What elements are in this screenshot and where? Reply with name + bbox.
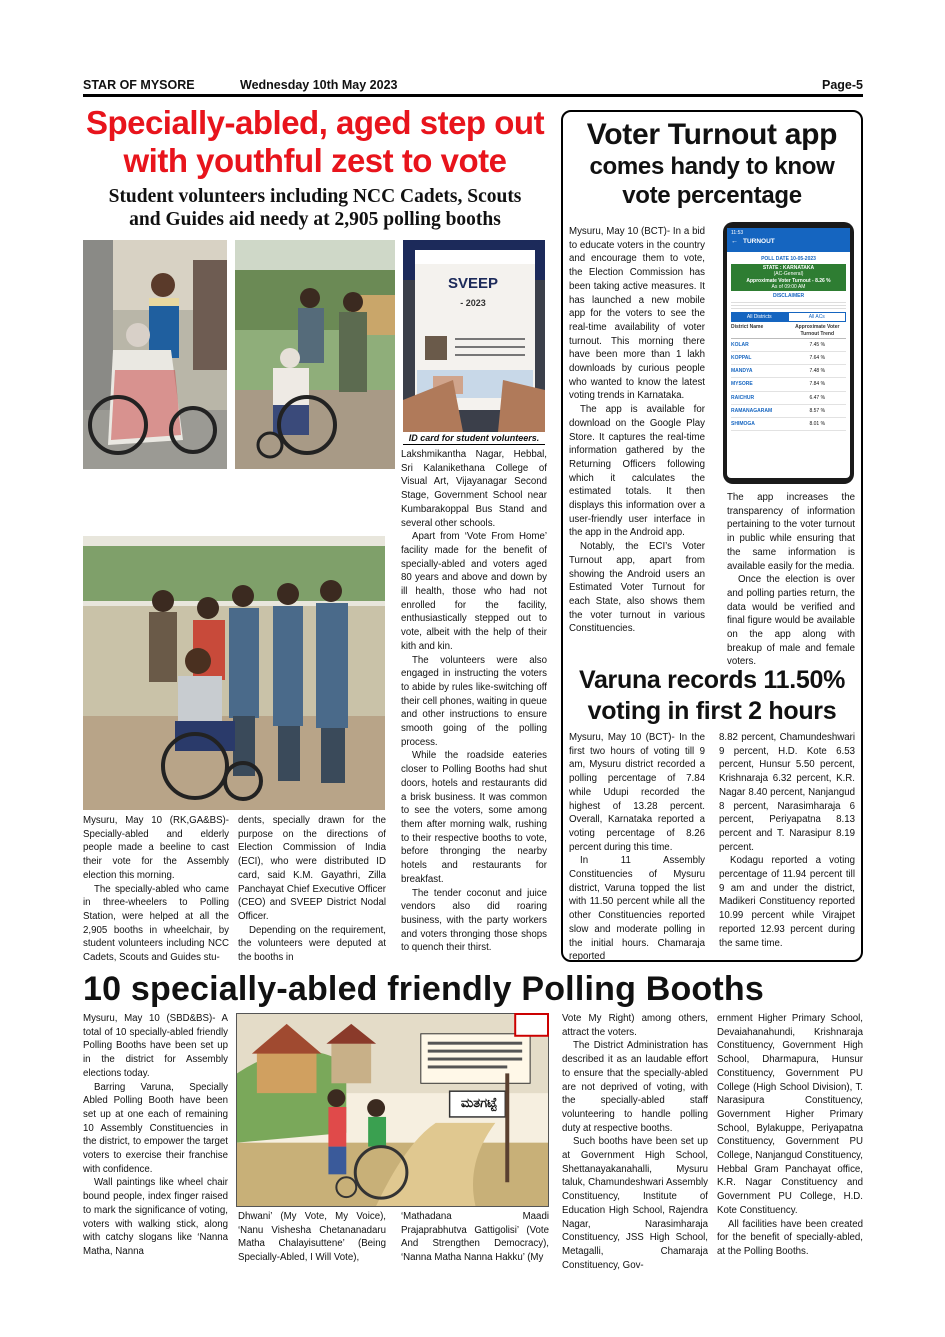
state-name: STATE : KARNATAKA [762, 265, 815, 272]
story3-paragraph: In 11 Assembly Constituencies of Mysuru district, Varuna topped the list with 11.50 percent while all the other Constituencies reported slow and moderate polling in the initial hours. Chamaraja reported [569, 855, 705, 963]
story1-column-1 [83, 814, 229, 964]
story4-paragraph: The District Administration has described it as an laudable effort to ensure that the specially-abled are not deprived of voting, with the specially-abled staff volunteering to handle polling duty at respective booths. [562, 1040, 708, 1134]
id-card-caption: ID card for student volunteers. [403, 433, 545, 445]
story1-headline-line2: with youthful zest to vote [123, 142, 507, 179]
story4-paragraph: All facilities have been created for the benefit of specially-abled, at the Polling Booths. [717, 1218, 863, 1257]
story1-paragraph: Lakshmikantha Nagar, Hebbal, Sri Kalanikethana College of Visual Art, Vijayanagar Second Stage, Government School near Kumbarakoppal Bus Stand and several other schools. [401, 449, 547, 529]
district-turnout: 7.64 % [809, 355, 826, 362]
poster-sign-text: ಮತಗಟ್ಟೆ [460, 1095, 498, 1110]
back-arrow-icon[interactable]: ← [731, 238, 738, 245]
column-turnout: Approximate Voter Turnout Trend [795, 324, 840, 337]
story1-paragraph: The volunteers were also engaged in instructing the voters to abide by rules like-switching off their cell phones, waiting in queue and other instructions to ensure smooth going of the polling process. [401, 654, 547, 748]
story3-paragraph: Mysuru, May 10 (BCT)- In the first two hours of voting till 9 am, Mysuru district recorded a polling percentage of 7.84 while Udupi recorded the highest of 13.28 percent. Overall, Karnataka reported a voting percentage of 8.26 percent during this time. [569, 732, 705, 853]
phone-table-row[interactable] [731, 418, 846, 431]
district-name: RAICHUR [731, 394, 755, 401]
phone-table-row[interactable] [731, 352, 846, 365]
phone-table-body [731, 339, 846, 431]
story1-subhead-line2: and Guides aid needy at 2,905 polling booths [129, 209, 501, 230]
story4-paragraph: Vote My Right) among others, attract the voters. [562, 1013, 708, 1038]
story2-paragraph: Mysuru, May 10 (BCT)- In a bid to educate voters in the country and encourage them to vote, the Election Commission has been taking active measures. It has launched a new mobile app for the voters to see the real-time availability of voter turnout. This morning there have been more than 1 lakh downloads by curious people who wanted to know the latest voting trends in Karnataka. [569, 226, 705, 402]
photo-id-card [403, 240, 545, 432]
story4-paragraph: Such booths have been set up at Government High School, Shettanayakanahalli, Mysuru taluk, Chamundeshwari Assembly Constituency, Institute of Education High School, Rajendra Nagar, Narasimharaja Constituency, JSS High School, Metagalli, Chamaraja Constituency, Gov- [562, 1136, 708, 1271]
story4-paragraph: ernment Higher Primary School, Devaiahanahundi, Krishnaraja Constituency, Government High School, Dharmapura, Hunsur Constituency, Government PU College (High School Division), T. Narasipura Constituency, Government Higher Primary School, Bylakuppe, Periyapatna Constituency, Government PU College, Nanjangud Constituency, Hebbal Gram Panchayat office, K.R. Nagar Constituency and Government PU College, H.D. Kote Constituency. [717, 1013, 863, 1216]
story4-headline: 10 specially-abled friendly Polling Booths [83, 970, 764, 1008]
story2-headline-line1: Voter Turnout app [586, 118, 838, 151]
story1-paragraph: The tender coconut and juice vendors also did roaring business, with the party workers and voters thronging those shops to quench their thirst. [401, 887, 547, 954]
district-name: KOLAR [731, 341, 749, 348]
story4-paragraph: Dhwani’ (My Vote, My Voice), ‘Nanu Vishesha Chetananadaru Matha Chalayisuttene’ (Being Specially-Abled, I Will Vote), [238, 1211, 386, 1264]
masthead-date: Wednesday 10th May 2023 [240, 78, 398, 92]
story1-subhead-line1: Student volunteers including NCC Cadets, Scouts [108, 186, 522, 207]
masthead-name: STAR OF MYSORE [83, 78, 195, 92]
story4-paragraph: Barring Varuna, Specially Abled Polling Booth have been set up at one each of remaining 10 Assembly Constituencies in the district, to empower the target voters to exercise their franchise with confidence. [83, 1081, 228, 1175]
page-number: Page-5 [822, 78, 863, 92]
phone-table-row[interactable] [731, 378, 846, 391]
story4-paragraph: ‘Mathadana Maadi Prajaprabhutva Gattigolisi’ (Vote And Strengthen Democracy), ‘Nanna Matha Nanna Hakku’ (My [401, 1211, 549, 1264]
story1-paragraph: While the roadside eateries closer to Polling Booths had shut doors, hotels and restaurants did a brisk business. It was common to see the voters, some among them after morning walk, rushing to their respective booths to vote, before thronging the nearby hotels and restaurants for breakfast. [401, 750, 547, 885]
story3-paragraph: 8.82 percent, Chamundeshwari 9 percent, H.D. Kote 6.53 percent, Hunsur 5.50 percent, Krishnaraja 6.32 percent, K.R. Nagar 8.40 percent, Nanjangud 8 percent, Narasimharaja 6 percent, Periyapatna 8.13 percent and T. Narasipur 8.19 percent. [719, 732, 855, 853]
district-turnout: 7.45 % [809, 341, 826, 348]
phone-table-row[interactable] [731, 392, 846, 405]
phone-table-header [731, 324, 846, 338]
district-turnout: 8.57 % [809, 407, 826, 414]
phone-tabs [731, 312, 846, 322]
app-title: TURNOUT [743, 238, 775, 246]
poster-wall-painting [236, 1013, 549, 1207]
id-card-year: - 2023 [460, 298, 486, 308]
story4-paragraph: Mysuru, May 10 (SBD&BS)- A total of 10 specially-abled friendly Polling Booths have been set up in the district for Assembly elections today. [83, 1013, 228, 1079]
poll-date: POLL DATE 10-05-2023 [761, 256, 816, 262]
district-name: SHIMOGA [731, 421, 755, 428]
photo-elderly-man-wheelchair [235, 240, 395, 469]
story2-paragraph: The app increases the transparency of information pertaining to the voter turnout in public while ensuring that the same information is available easily for the media. [727, 492, 855, 572]
phone-time: 11:53 [731, 230, 744, 236]
state-panel [731, 264, 846, 291]
as-of-time: As of 09:00 AM [771, 283, 806, 290]
disclaimer-text-block [731, 300, 846, 310]
story4-paragraph: Wall paintings like wheel chair bound people, index finger raised to mark the significance of voting, voters with walking stick, along with catchy slogans like ‘Nanna Matha, Nanna [83, 1177, 228, 1257]
disclaimer[interactable]: DISCLAIMER [772, 293, 805, 300]
photo-elderly-woman-wheelchair [83, 240, 227, 469]
story2-headline-line2: comes handy to know [589, 153, 835, 180]
masthead [83, 77, 863, 97]
story1-headline [80, 104, 550, 180]
story4-column-4 [562, 1012, 708, 1271]
story4-column-5 [717, 1012, 863, 1264]
story2-headline [563, 118, 861, 210]
district-name: MANDYA [731, 368, 753, 375]
state-turnout: Approximate Voter Turnout - 8.26 % [746, 277, 831, 284]
phone-table-row[interactable] [731, 339, 846, 352]
story2-column-2 [727, 491, 855, 668]
district-name: MYSORE [731, 381, 753, 388]
phone-table-row[interactable] [731, 365, 846, 378]
story3-headline-line2: voting in first 2 hours [587, 697, 837, 725]
story3-column-1 [569, 731, 705, 963]
phone-table-row[interactable] [731, 405, 846, 418]
story3-headline [563, 665, 861, 727]
tab-all-acs[interactable]: All ACs [788, 312, 847, 322]
phone-screen [727, 228, 850, 478]
photo-group-wheelchair [83, 536, 385, 810]
district-turnout: 8.01 % [809, 421, 826, 428]
id-card-program: SVEEP [447, 275, 499, 292]
story3-headline-line1: Varuna records 11.50% [578, 666, 846, 694]
story1-paragraph: Mysuru, May 10 (RK,GA&BS)- Specially-abled and elderly people made a beeline to cast their vote for the Assembly election this morning. [83, 815, 229, 881]
story2-paragraph: The app is available for download on the Google Play Store. It captures the real-time information gathered by the Returning Officers following which it calculates the estimated totals. It then displays this information over a user-friendly user interface in the app in the Android app. [569, 404, 705, 539]
phone-screenshot [723, 222, 854, 484]
story2-paragraph: Notably, the ECI’s Voter Turnout app, apart from showing the Android users an Estimated Voter Turnout for each State, also shows them the voter turnout in various Constituencies. [569, 541, 705, 635]
story3-column-2 [719, 731, 855, 957]
story2-paragraph: Once the election is over and polling parties return, the data would be verified and final figure would be available on the app along with breakup of male and female voters. [727, 574, 855, 668]
story4-column-2 [238, 1210, 386, 1266]
story4-column-1 [83, 1012, 228, 1264]
district-turnout: 7.84 % [809, 381, 826, 388]
column-district: District Name [731, 324, 764, 331]
district-turnout: 6.47 % [809, 394, 826, 401]
story1-subhead [80, 185, 550, 231]
story2-column-1 [569, 225, 705, 662]
district-name: KOPPAL [731, 355, 752, 362]
app-top-bar [727, 228, 850, 252]
story4-column-3 [401, 1210, 549, 1266]
story1-paragraph: Apart from ‘Vote From Home’ facility made for the benefit of specially-abled and voters aged 80 years and above and down by ill health, those who had not enrolled for the facility, enthusiastically stepped out to vote, albeit with the help of their kith and kin. [401, 531, 547, 652]
story1-paragraph: The specially-abled who came in three-wheelers to Polling Station, were helped at all the 2,905 booths in wheelchair, by student volunteers including NCC Cadets, Scouts and Guides stu- [83, 883, 229, 964]
state-note: (AC-General) [773, 271, 804, 278]
story1-paragraph: Depending on the requirement, the volunteers were deputed at the booths in [238, 924, 386, 964]
district-name: RAMANAGARAM [731, 407, 773, 414]
story3-paragraph: Kodagu reported a voting percentage of 11.94 percent till 9 am and under the district, Madikeri Constituency reported 10.99 percent while Virajpet reported 12.93 percent during the same time. [719, 855, 855, 949]
story1-column-3 [401, 448, 547, 970]
story1-paragraph: dents, specially drawn for the purpose on the directions of Election Commission of India (ECI), who were distributed ID card, said K.M. Gayathri, Zilla Panchayat Chief Executive Officer (CEO) and SVEEP District Nodal Officer. [238, 815, 386, 922]
story1-headline-line1: Specially-abled, aged step out [85, 104, 545, 141]
story2-headline-line3: vote percentage [622, 182, 802, 209]
district-turnout: 7.48 % [809, 368, 826, 375]
tab-all-districts[interactable]: All Districts [731, 312, 788, 322]
story1-column-2 [238, 814, 386, 964]
